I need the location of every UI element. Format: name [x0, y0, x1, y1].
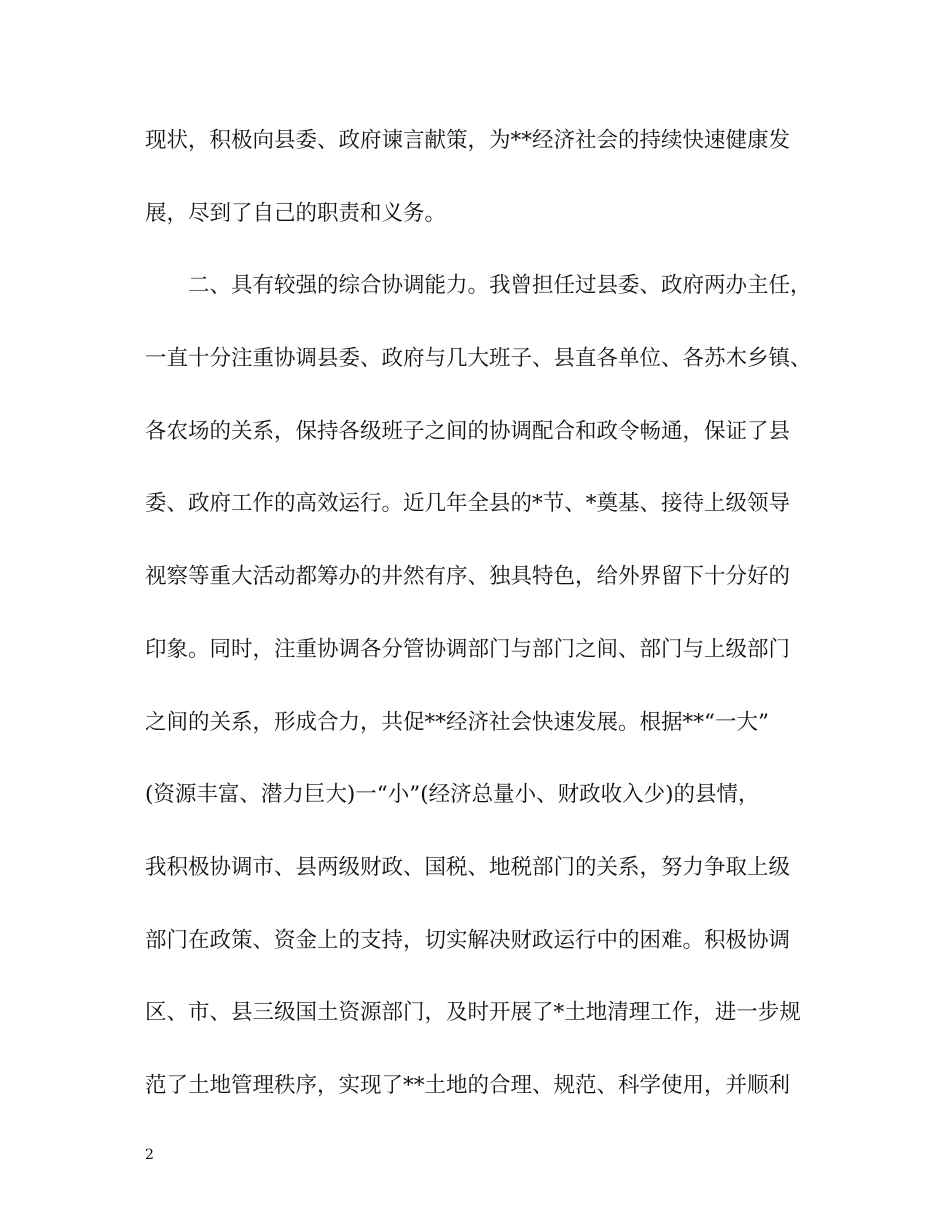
- text-line: 各农场的关系，保持各级班子之间的协调配合和政令畅通，保证了县: [145, 418, 791, 444]
- text-line: 视察等重大活动都筹办的井然有序、独具特色，给外界留下十分好的: [145, 564, 791, 590]
- text-line: 范了土地管理秩序，实现了**土地的合理、规范、科学使用，并顺利: [145, 1072, 791, 1098]
- text-line: 我积极协调市、县两级财政、国税、地税部门的关系，努力争取上级: [145, 854, 791, 880]
- text-line: (资源丰富、潜力巨大)一“小”(经济总量小、财政收入少)的县情，: [145, 782, 760, 808]
- body-text: [145, 120, 815, 1138]
- text-line: 区、市、县三级国土资源部门，及时开展了*土地清理工作，进一步规: [145, 1000, 801, 1026]
- text-line: 之间的关系，形成合力，共促**经济社会快速发展。根据**“一大”: [145, 709, 769, 735]
- text-line: 二、具有较强的综合协调能力。我曾担任过县委、政府两办主任，: [188, 273, 812, 299]
- text-line: 部门在政策、资金上的支持，切实解决财政运行中的困难。积极协调: [145, 927, 791, 953]
- page-number: 2: [145, 1147, 154, 1163]
- text-line: 印象。同时，注重协调各分管协调部门与部门之间、部门与上级部门: [145, 636, 791, 662]
- text-line: 一直十分注重协调县委、政府与几大班子、县直各单位、各苏木乡镇、: [145, 346, 812, 372]
- text-line: 委、政府工作的高效运行。近几年全县的*节、*奠基、接待上级领导: [145, 491, 791, 517]
- text-line: 展，尽到了自己的职责和义务。: [145, 200, 447, 226]
- text-line: 现状，积极向县委、政府谏言献策，为**经济社会的持续快速健康发: [145, 128, 791, 153]
